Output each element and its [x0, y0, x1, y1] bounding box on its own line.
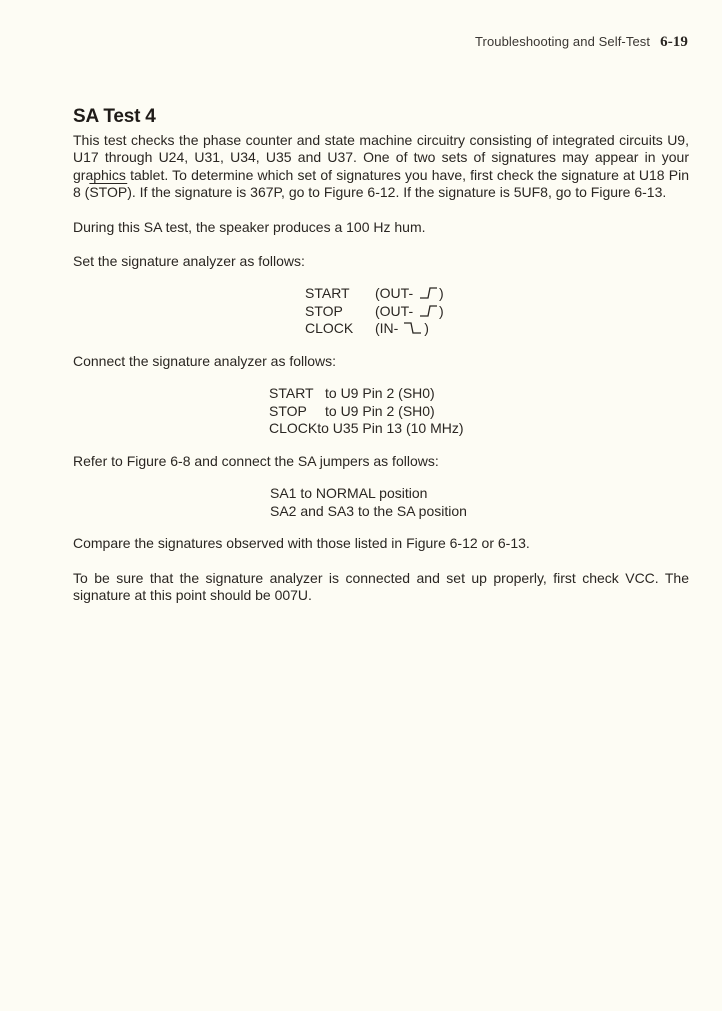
connection-target: to U9 Pin 2 (SH0) [325, 385, 435, 402]
connection-row-clock [269, 420, 689, 438]
intro-paragraph [73, 132, 689, 202]
compare-note: Compare the signatures observed with those listed in Figure 6-12 or 6-13. [73, 535, 530, 552]
connection-target: to U9 Pin 2 (SH0) [325, 402, 435, 419]
rising-edge-icon [417, 286, 439, 300]
page-number: 6-19 [660, 34, 688, 50]
intro-text-part2: ). If the signature is 367P, go to Figure 6-12. If the signature is 5UF8, go to Figure 6-13. [127, 184, 667, 201]
running-header-title: Troubleshooting and Self-Test [474, 34, 651, 49]
vcc-note: To be sure that the signature analyzer is connected and set up properly, first check VCC. The signature at this point should be 007U. [73, 569, 689, 604]
setting-value-suffix: ) [439, 285, 444, 302]
jumper-settings-list [270, 485, 689, 520]
jumpers-intro: Refer to Figure 6-8 and connect the SA jumpers as follows: [73, 452, 439, 469]
connect-analyzer-intro: Connect the signature analyzer as follows: [73, 352, 337, 369]
connection-target: to U35 Pin 13 (10 MHz) [317, 420, 464, 437]
setting-row-start [305, 285, 689, 303]
setting-value-prefix: (OUT- [375, 285, 414, 302]
setting-name: START [305, 285, 350, 302]
falling-edge-icon [402, 321, 424, 335]
analyzer-settings-list [305, 285, 689, 338]
setting-row-stop [305, 303, 689, 321]
setting-value-suffix: ) [424, 320, 429, 337]
connection-row-start [269, 385, 689, 403]
setting-value-prefix: (OUT- [375, 302, 414, 319]
connection-name: STOP [269, 402, 307, 419]
intro-text-part1: This test checks the phase counter and state machine circuitry consisting of integrated circuits U9, U17 through U24, U31, U34, U35 and U37. One of two sets of signatures may appear in your graphics tablet. To determine which set of signatures you have, first check the signature at U18 Pin 8 ( [73, 132, 689, 201]
page-content [73, 106, 689, 604]
running-header [475, 34, 688, 51]
jumper-row: SA1 to NORMAL position [270, 485, 428, 502]
setting-value-suffix: ) [439, 302, 444, 319]
setting-name: CLOCK [305, 320, 354, 337]
connection-name: START [269, 385, 314, 402]
speaker-note: During this SA test, the speaker produces a 100 Hz hum. [73, 218, 426, 235]
rising-edge-icon [417, 304, 439, 318]
connection-row-stop [269, 403, 689, 421]
jumper-row: SA2 and SA3 to the SA position [270, 502, 467, 519]
section-title: SA Test 4 [73, 106, 156, 127]
set-analyzer-intro: Set the signature analyzer as follows: [73, 253, 305, 270]
connection-name: CLOCK [269, 420, 318, 437]
setting-value-prefix: (IN- [375, 320, 399, 337]
setting-row-clock [305, 320, 689, 338]
analyzer-connections-list [269, 385, 689, 438]
setting-name: STOP [305, 302, 343, 319]
stop-signal-label: STOP [89, 184, 128, 201]
